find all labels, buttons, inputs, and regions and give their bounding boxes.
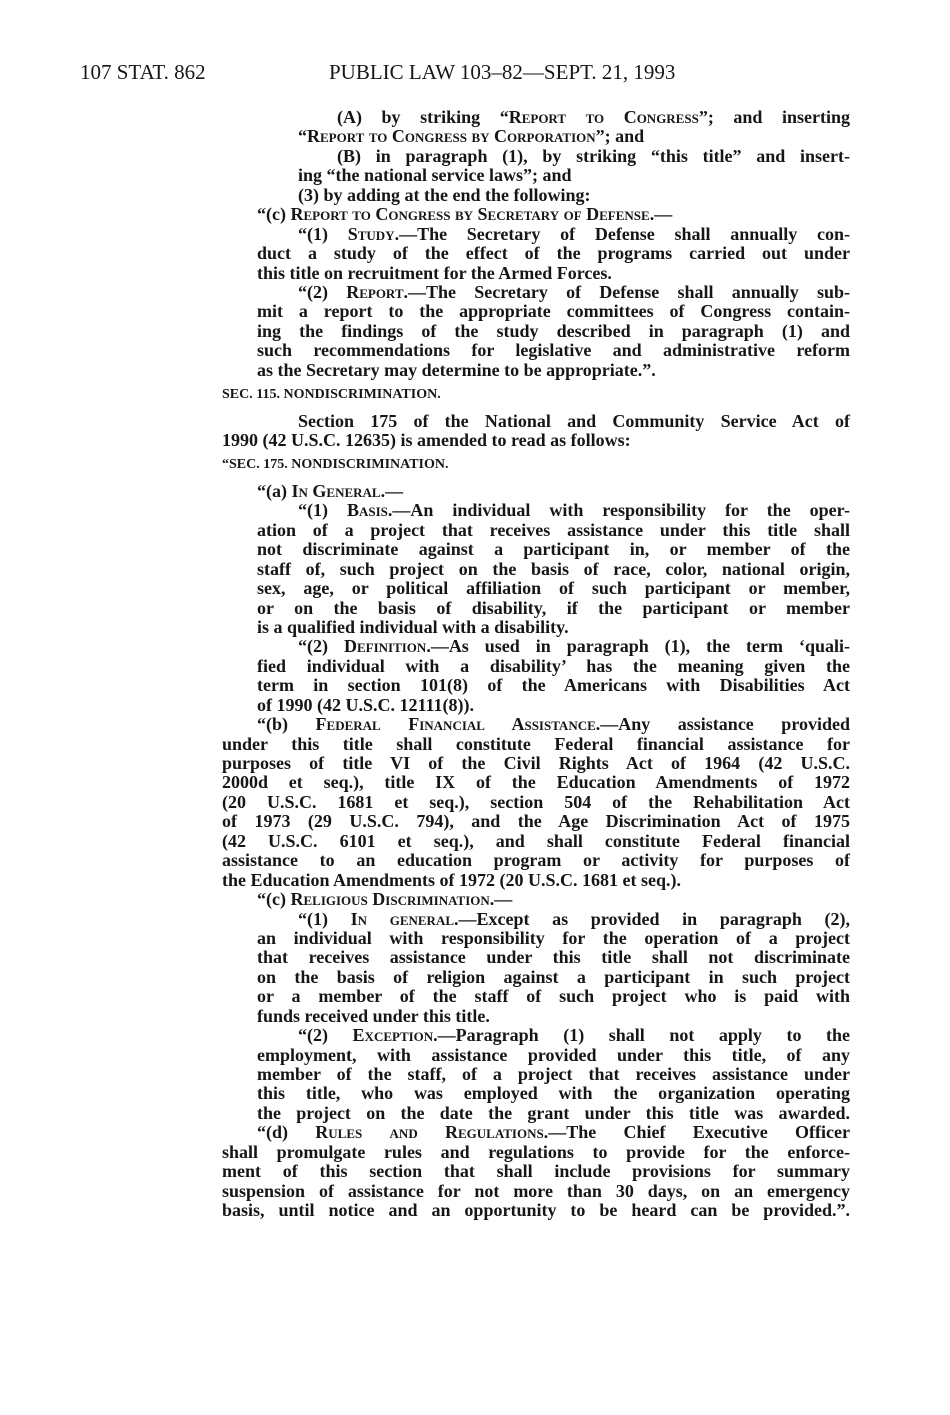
text-segment: ”; and xyxy=(595,126,645,147)
small-caps-heading: Study xyxy=(347,223,395,244)
text-line xyxy=(222,1201,850,1220)
text-segment: .—Any assistance provided xyxy=(595,714,850,735)
small-caps-heading: Definition xyxy=(343,636,427,657)
text-line xyxy=(222,1123,850,1142)
text-segment: SEC. 115. NONDISCRIMINATION. xyxy=(222,387,441,403)
text-line xyxy=(222,1046,850,1065)
text-segment: ing “the national service laws”; and xyxy=(298,165,572,186)
text-segment: .—Except as provided in paragraph (2), xyxy=(454,908,850,929)
text-segment: funds received under this title. xyxy=(257,1005,490,1026)
text-line xyxy=(222,637,850,656)
small-caps-heading: Report to Congress xyxy=(508,107,699,127)
text-line xyxy=(222,166,850,185)
text-segment: “(1) xyxy=(298,500,347,521)
text-line xyxy=(222,987,850,1006)
text-segment: the Education Amendments of 1972 (20 U.S.C. 1681 et seq.). xyxy=(222,869,681,890)
text-line xyxy=(222,341,850,360)
text-segment: .— xyxy=(649,204,673,225)
text-segment: 1990 (42 U.S.C. 12635) is amended to read as follows: xyxy=(222,430,631,450)
text-segment: the project on the date the grant under this title was awarded. xyxy=(257,1102,850,1123)
text-line xyxy=(222,431,850,450)
text-line xyxy=(222,948,850,967)
text-line xyxy=(222,244,850,263)
text-segment: “(2) xyxy=(298,1025,353,1046)
text-segment: “(1) xyxy=(298,908,351,929)
text-line xyxy=(222,186,850,205)
text-line xyxy=(222,283,850,302)
small-caps-heading: Religious Discrimination xyxy=(290,889,490,910)
small-caps-heading: Report xyxy=(346,281,404,302)
text-line xyxy=(222,1162,850,1181)
text-segment: (3) by adding at the end the following: xyxy=(298,184,591,205)
text-line xyxy=(222,264,850,283)
text-line xyxy=(222,521,850,540)
text-line xyxy=(222,1143,850,1162)
text-segment: as the Secretary may determine to be appropriate.”. xyxy=(257,359,656,380)
text-segment: not discriminate against a participant in, or member of the xyxy=(257,539,850,560)
text-segment: .—An individual with responsibility for the oper- xyxy=(387,500,850,521)
small-caps-heading: Rules and Regulations xyxy=(315,1122,544,1143)
text-segment: “(b) xyxy=(257,714,316,735)
text-segment: duct a study of the effect of the programs carried out under xyxy=(257,243,850,264)
text-line xyxy=(222,322,850,341)
text-line xyxy=(222,147,850,166)
text-segment: or on the basis of disability, if the participant or member xyxy=(257,597,850,618)
text-line xyxy=(222,1104,850,1123)
text-segment: that receives assistance under this title shall not discriminate xyxy=(257,947,850,968)
text-line xyxy=(222,1084,850,1103)
text-line xyxy=(222,302,850,321)
small-caps-heading: In General xyxy=(291,480,381,501)
text-segment: ation of a project that receives assistance under this title shall xyxy=(257,519,850,540)
text-line xyxy=(222,715,850,734)
text-line xyxy=(222,205,850,224)
text-line xyxy=(222,1026,850,1045)
text-segment: suspension of assistance for not more than 30 days, on an emergency xyxy=(222,1180,850,1201)
text-line xyxy=(222,1065,850,1084)
text-line xyxy=(222,540,850,559)
text-segment: assistance to an education program or activity for purposes of xyxy=(222,850,850,871)
text-segment: 2000d et seq.), title IX of the Education Amendments of 1972 xyxy=(222,772,850,793)
text-line xyxy=(222,832,850,851)
small-caps-heading: Exception xyxy=(352,1025,434,1046)
text-line xyxy=(222,793,850,812)
text-segment: “(2) xyxy=(298,636,344,657)
text-segment: “(c) xyxy=(257,889,291,910)
text-segment: “(1) xyxy=(298,223,348,244)
text-segment: basis, until notice and an opportunity to be heard can be provided.”. xyxy=(222,1200,850,1221)
text-segment: fied individual with a disability’ has the meaning given the xyxy=(257,655,850,676)
text-line xyxy=(222,871,850,890)
text-segment: on the basis of religion against a participant in such project xyxy=(257,966,850,987)
text-segment: staff of, such project on the basis of race, color, national origin, xyxy=(257,558,850,579)
text-segment: (B) in paragraph (1), by striking “this title” and insert- xyxy=(337,145,850,166)
text-segment: “(d) xyxy=(257,1122,316,1143)
text-segment: .— xyxy=(489,889,513,910)
text-line xyxy=(222,910,850,929)
text-segment: under this title shall constitute Federal financial assistance for xyxy=(222,733,850,754)
text-segment: ment of this section that shall include provisions for summary xyxy=(222,1161,850,1182)
text-line xyxy=(222,482,850,501)
text-segment: purposes of title VI of the Civil Rights Act of 1964 (42 U.S.C. xyxy=(222,753,850,773)
text-segment: “(c) xyxy=(257,204,291,225)
text-segment: Section 175 of the National and Community Service Act of xyxy=(298,410,850,431)
statute-page-number: 107 STAT. 862 xyxy=(80,60,206,84)
text-line xyxy=(222,560,850,579)
text-line xyxy=(222,108,850,127)
text-segment: (A) by striking “ xyxy=(337,107,509,127)
text-line xyxy=(222,735,850,754)
text-line xyxy=(222,361,850,380)
text-line xyxy=(222,696,850,715)
text-line xyxy=(222,127,850,146)
text-segment: of 1990 (42 U.S.C. 12111(8)). xyxy=(257,694,474,715)
text-line xyxy=(222,599,850,618)
text-segment: or a member of the staff of such project who is paid with xyxy=(257,986,850,1007)
text-segment: (20 U.S.C. 1681 et seq.), section 504 of the Rehabilitation Act xyxy=(222,791,850,812)
text-segment: “ xyxy=(298,126,307,147)
text-segment: mit a report to the appropriate committees of Congress contain- xyxy=(257,301,850,322)
text-segment: .—The Secretary of Defense shall annually sub- xyxy=(403,281,850,302)
text-segment: ”; and inserting xyxy=(698,107,850,127)
text-line xyxy=(222,754,850,773)
text-line xyxy=(222,812,850,831)
text-segment: (42 U.S.C. 6101 et seq.), and shall constitute Federal financial xyxy=(222,830,850,851)
small-caps-heading: Report to Congress by Secretary of Defense xyxy=(290,204,650,225)
text-segment: member of the staff, of a project that receives assistance under xyxy=(257,1064,850,1084)
text-line xyxy=(222,851,850,870)
text-segment: .—The Chief Executive Officer xyxy=(543,1122,851,1143)
text-line xyxy=(222,1007,850,1026)
text-line xyxy=(222,501,850,520)
text-segment: an individual with responsibility for the operation of a project xyxy=(257,927,850,948)
text-segment: of 1973 (29 U.S.C. 794), and the Age Discrimination Act of 1975 xyxy=(222,811,850,832)
text-line xyxy=(222,225,850,244)
text-line xyxy=(222,676,850,695)
text-segment: “(2) xyxy=(298,281,347,302)
text-line xyxy=(222,773,850,792)
text-segment: .— xyxy=(380,480,404,501)
text-segment: .—As used in paragraph (1), the term ‘quali- xyxy=(426,636,850,657)
small-caps-heading: Federal Financial Assistance xyxy=(315,714,596,735)
text-segment: employment, with assistance provided under this title, of any xyxy=(257,1044,850,1065)
small-caps-heading: In general xyxy=(350,908,454,929)
small-caps-heading: Basis xyxy=(346,500,388,521)
text-segment: shall promulgate rules and regulations to provide for the enforce- xyxy=(222,1141,850,1162)
text-segment: “(a) xyxy=(257,480,292,501)
text-line xyxy=(222,968,850,987)
text-line xyxy=(222,412,850,431)
text-segment: ing the findings of the study described in paragraph (1) and xyxy=(257,320,850,341)
document-body xyxy=(222,108,850,1221)
text-segment: this title, who was employed with the organization operating xyxy=(257,1083,850,1104)
section-heading xyxy=(222,455,850,474)
text-segment: this title on recruitment for the Armed Forces. xyxy=(257,262,612,283)
section-heading xyxy=(222,385,850,404)
text-line xyxy=(222,657,850,676)
text-line xyxy=(222,1182,850,1201)
text-line xyxy=(222,890,850,909)
text-segment: “SEC. 175. NONDISCRIMINATION. xyxy=(222,457,449,473)
text-line xyxy=(222,618,850,637)
running-header-title: PUBLIC LAW 103–82—SEPT. 21, 1993 xyxy=(329,60,676,84)
small-caps-heading: Report to Congress by Corporation xyxy=(307,126,596,147)
text-line xyxy=(222,929,850,948)
text-line xyxy=(222,579,850,598)
text-segment: sex, age, or political affiliation of such participant or member, xyxy=(257,578,850,599)
text-segment: is a qualified individual with a disability. xyxy=(257,616,569,637)
text-segment: .—Paragraph (1) shall not apply to the xyxy=(433,1025,850,1046)
text-segment: term in section 101(8) of the Americans with Disabilities Act xyxy=(257,675,850,696)
text-segment: .—The Secretary of Defense shall annually con- xyxy=(394,223,850,244)
text-segment: such recommendations for legislative and administrative reform xyxy=(257,340,850,361)
